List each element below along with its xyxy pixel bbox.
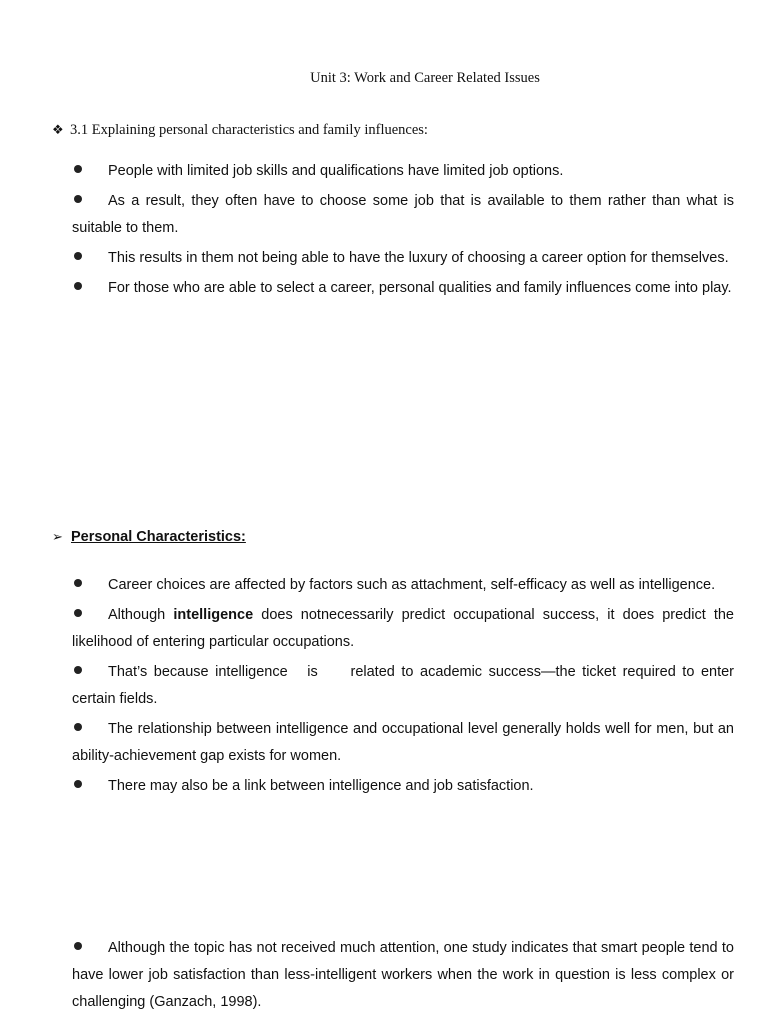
bullet-dot-icon xyxy=(74,942,82,950)
bullet-dot-icon xyxy=(74,609,82,617)
list-item-text: As a result, they often have to choose some job that is available to them rather than what is suitable to them. xyxy=(72,193,734,236)
bullet-dot-icon xyxy=(74,195,82,203)
intro-bullet-list xyxy=(72,158,734,305)
list-item xyxy=(72,188,734,242)
bullet-dot-icon xyxy=(74,165,82,173)
page-title: Unit 3: Work and Career Related Issues xyxy=(310,70,540,86)
list-item-text: Although the topic has not received much attention, one study indicates that smart people tend to have lower job satisfaction than less-intelligent workers when the work in question is less complex or challenging (Ganzach, 1998). xyxy=(72,940,734,1010)
list-item-text: Although xyxy=(108,607,174,623)
list-item xyxy=(72,659,739,713)
list-item xyxy=(72,716,734,770)
subheading-text: Personal Characteristics: xyxy=(71,529,246,545)
list-item-text: does notnecessarily predict occupational success, it does predict the likelihood of entering particular occupations. xyxy=(72,607,734,650)
bullet-dot-icon xyxy=(74,579,82,587)
list-item xyxy=(72,245,734,272)
list-item-text: There may also be a link between intelligence and job satisfaction. xyxy=(108,778,534,794)
diamond-bullet-icon: ❖ xyxy=(52,122,64,137)
section-heading-text: 3.1 Explaining personal characteristics and family influences: xyxy=(70,122,428,138)
arrow-bullet-icon: ➢ xyxy=(52,529,63,544)
continued-bullet-list xyxy=(72,935,734,1019)
list-item-text: The relationship between intelligence and occupational level generally holds well for men, but an ability-achievement gap exists for women. xyxy=(72,721,734,764)
list-item xyxy=(72,773,734,800)
list-item xyxy=(72,935,734,1016)
section-heading xyxy=(52,122,428,139)
bullet-dot-icon xyxy=(74,780,82,788)
bold-term: intelligence xyxy=(173,607,254,623)
list-item-text: Career choices are affected by factors such as attachment, self-efficacy as well as intelligence. xyxy=(108,577,716,593)
list-item-text: People with limited job skills and qualifications have limited job options. xyxy=(108,163,564,179)
bullet-dot-icon xyxy=(74,282,82,290)
list-item xyxy=(72,572,734,599)
bullet-dot-icon xyxy=(74,666,82,674)
list-item-text: That’s because intelligence is related to academic success—the ticket required to enter certain fields. xyxy=(72,664,739,707)
bullet-dot-icon xyxy=(74,723,82,731)
bullet-dot-icon xyxy=(74,252,82,260)
personal-characteristics-heading xyxy=(52,529,246,545)
list-item-text: This results in them not being able to have the luxury of choosing a career option for themselves. xyxy=(108,250,729,266)
personal-bullet-list xyxy=(72,572,739,803)
list-item xyxy=(72,275,734,302)
list-item xyxy=(72,602,734,656)
list-item xyxy=(72,158,734,185)
list-item-text: For those who are able to select a career, personal qualities and family influences come into play. xyxy=(108,280,732,296)
